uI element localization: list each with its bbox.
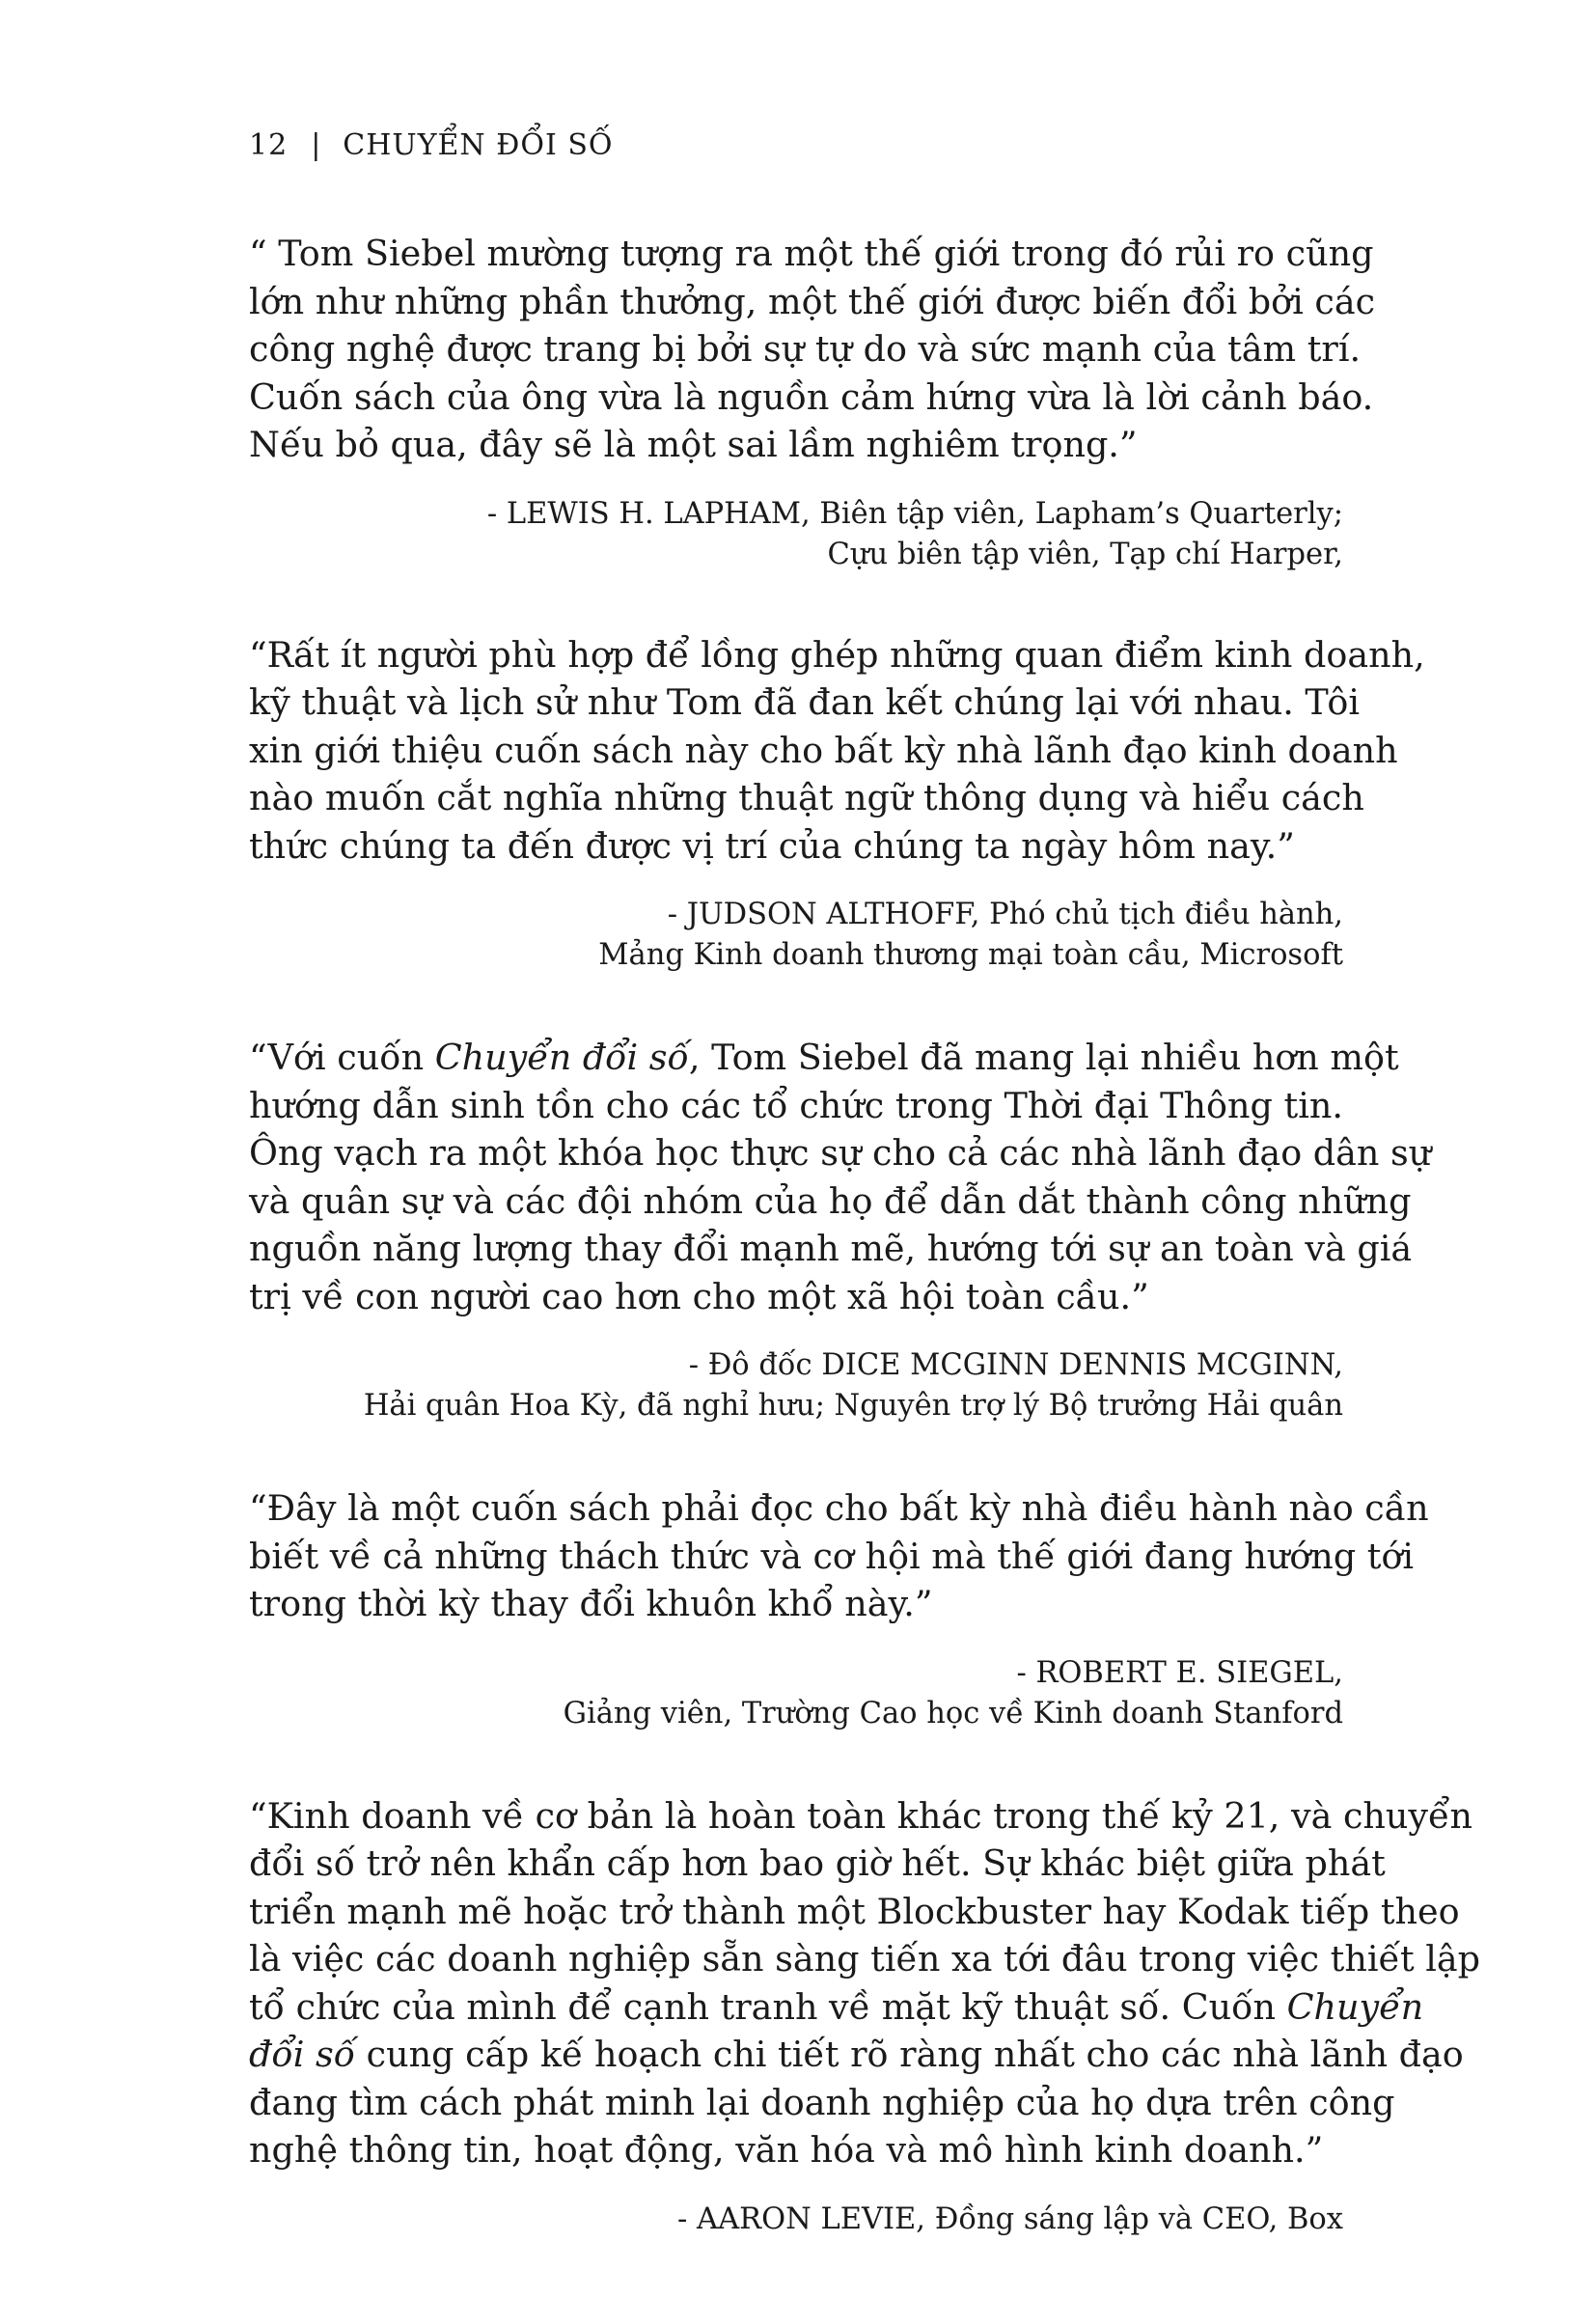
attribution-line: Giảng viên, Trường Cao học về Kinh doanh Stanford	[563, 1696, 1343, 1730]
quote-fragment: cung cấp kế hoạch chi tiết rõ ràng nhất cho các nhà lãnh đạo	[355, 2034, 1464, 2075]
quote-line	[249, 2031, 1464, 2079]
quote-fragment: tổ chức của mình để cạnh tranh về mặt kỹ thuật số. Cuốn	[249, 1985, 1287, 2028]
book-title: CHUYỂN ĐỔI SỐ	[343, 128, 614, 162]
quote-line: “Rất ít người phù hợp để lồng ghép những quan điểm kinh doanh,	[249, 633, 1425, 676]
quote-line: nào muốn cắt nghĩa những thuật ngữ thông dụng và hiểu cách	[249, 777, 1364, 818]
endorsement-lapham	[249, 230, 1376, 575]
quote-text	[249, 230, 1376, 469]
endorsement-siegel	[249, 1484, 1429, 1734]
quote-line: trị về con người cao hơn cho một xã hội toàn cầu.”	[249, 1275, 1149, 1317]
attribution	[249, 1345, 1343, 1426]
quote-line: nghệ thông tin, hoạt động, văn hóa và mô hình kinh doanh.”	[249, 2129, 1324, 2171]
endorsement-levie	[249, 1792, 1481, 2240]
quote-line: “ Tom Siebel mường tượng ra một thế giới trong đó rủi ro cũng	[249, 233, 1374, 274]
quote-line: đang tìm cách phát minh lại doanh nghiệp của họ dựa trên công	[249, 2081, 1395, 2123]
quote-line: hướng dẫn sinh tồn cho các tổ chức trong Thời đại Thông tin.	[249, 1084, 1343, 1126]
quote-line: Cuốn sách của ông vừa là nguồn cảm hứng vừa là lời cảnh báo.	[249, 375, 1374, 418]
book-title-italic: Chuyển đổi số	[434, 1037, 689, 1078]
quote-line: trong thời kỳ thay đổi khuôn khổ này.”	[249, 1583, 933, 1624]
attribution-line: Hải quân Hoa Kỳ, đã nghỉ hưu; Nguyên trợ lý Bộ trưởng Hải quân	[363, 1389, 1343, 1423]
header-separator: |	[311, 128, 322, 162]
attribution-line: Cựu biên tập viên, Tạp chí Harper,	[827, 537, 1343, 571]
book-title-italic: đổi số	[249, 2034, 356, 2075]
running-header	[249, 128, 614, 162]
quote-text	[249, 1034, 1432, 1320]
quote-line: “Kinh doanh về cơ bản là hoàn toàn khác trong thế kỷ 21, và chuyển	[249, 1794, 1473, 1837]
quote-line: lớn như những phần thưởng, một thế giới được biến đổi bởi các	[249, 280, 1376, 322]
page-number: 12	[249, 128, 289, 162]
quote-line: triển mạnh mẽ hoặc trở thành một Blockbuster hay Kodak tiếp theo	[249, 1890, 1460, 1932]
quote-line	[249, 1034, 1399, 1082]
attribution	[249, 2200, 1343, 2240]
quote-line: là việc các doanh nghiệp sẵn sàng tiến xa tới đâu trong việc thiết lập	[249, 1938, 1481, 1980]
quote-fragment: , Tom Siebel đã mang lại nhiều hơn một	[688, 1037, 1399, 1078]
quote-line: biết về cả những thách thức và cơ hội mà thế giới đang hướng tới	[249, 1535, 1415, 1577]
attribution	[249, 1653, 1343, 1734]
quote-line: kỹ thuật và lịch sử như Tom đã đan kết chúng lại với nhau. Tôi	[249, 681, 1360, 723]
quote-fragment: “Với cuốn	[249, 1037, 435, 1078]
quote-line	[249, 1983, 1424, 2032]
quote-line: xin giới thiệu cuốn sách này cho bất kỳ nhà lãnh đạo kinh doanh	[249, 729, 1398, 771]
attribution-line: - LEWIS H. LAPHAM, Biên tập viên, Lapham’s Quarterly;	[486, 496, 1343, 531]
attribution-line: Mảng Kinh doanh thương mại toàn cầu, Microsoft	[598, 938, 1343, 972]
quote-line: nguồn năng lượng thay đổi mạnh mẽ, hướng tới sự an toàn và giá	[249, 1228, 1413, 1269]
attribution	[249, 895, 1343, 976]
quote-line: công nghệ được trang bị bởi sự tự do và sức mạnh của tâm trí.	[249, 328, 1362, 370]
endorsements	[249, 230, 1481, 2298]
quote-text	[249, 1484, 1429, 1628]
quote-line: Ông vạch ra một khóa học thực sự cho cả các nhà lãnh đạo dân sự	[249, 1132, 1432, 1174]
endorsement-althoff	[249, 631, 1425, 977]
quote-text	[249, 1792, 1481, 2174]
quote-line: Nếu bỏ qua, đây sẽ là một sai lầm nghiêm trọng.”	[249, 424, 1138, 465]
attribution-line: - ROBERT E. SIEGEL,	[1016, 1655, 1343, 1690]
attribution-line: - JUDSON ALTHOFF, Phó chủ tịch điều hành,	[667, 898, 1343, 931]
endorsement-mcginn	[249, 1034, 1432, 1426]
quote-line: và quân sự và các đội nhóm của họ để dẫn dắt thành công những	[249, 1179, 1412, 1222]
attribution-line: - Đô đốc DICE MCGINN DENNIS MCGINN,	[688, 1348, 1343, 1382]
quote-line: đổi số trở nên khẩn cấp hơn bao giờ hết. Sự khác biệt giữa phát	[249, 1842, 1386, 1884]
quote-line: thức chúng ta đến được vị trí của chúng ta ngày hôm nay.”	[249, 824, 1295, 867]
book-title-italic: Chuyển	[1286, 1985, 1424, 2028]
quote-text	[249, 631, 1425, 871]
quote-line: “Đây là một cuốn sách phải đọc cho bất kỳ nhà điều hành nào cần	[249, 1487, 1429, 1529]
attribution	[249, 494, 1343, 575]
attribution-line: - AARON LEVIE, Đồng sáng lập và CEO, Box	[677, 2201, 1343, 2236]
